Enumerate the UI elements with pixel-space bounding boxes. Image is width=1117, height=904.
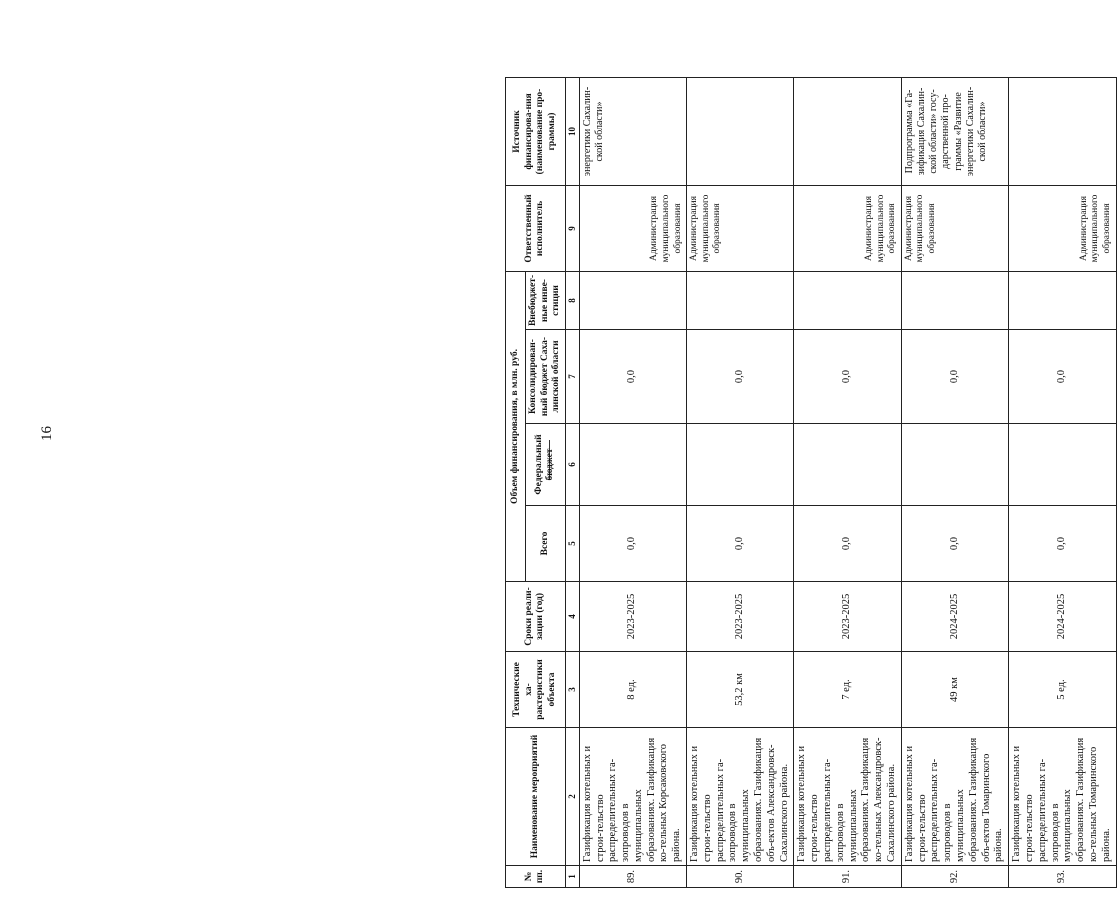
column-number-row: [565, 77, 579, 887]
row-regional: 0,0: [794, 330, 901, 424]
row-federal: [1009, 424, 1116, 506]
row-executor: Администрация муниципального образования: [579, 185, 686, 271]
rotated-table-container: [505, 78, 1112, 888]
row-federal: [901, 424, 1008, 506]
row-tech: 5 ед.: [1009, 652, 1116, 728]
header-executor: Ответственный исполнитель: [506, 185, 566, 271]
table-row: [579, 77, 686, 887]
row-executor: Администрация муниципального образования: [687, 185, 794, 271]
header-source: Источник финансирова-ния (наименование про-граммы): [506, 77, 566, 185]
row-source: [794, 77, 901, 185]
header-funding: Объем финансирования, в млн. руб.: [506, 271, 526, 581]
row-tech: 49 км: [901, 652, 1008, 728]
page-number: 16: [39, 426, 55, 441]
row-name: Газификация котельных и строи-тельство распределительных га-зопроводов в муниципальных образованиях. Газификация ко-тельных Корсаковского района.: [579, 728, 686, 866]
row-number: 90.: [687, 866, 794, 888]
row-period: 2023-2025: [579, 582, 686, 652]
row-source: энергетики Сахалин-ской области»: [579, 77, 686, 185]
row-total: 0,0: [687, 506, 794, 582]
row-federal: [579, 424, 686, 506]
row-offbudget: [1009, 271, 1116, 329]
column-number: 2: [565, 728, 579, 866]
program-table: [505, 77, 1117, 888]
row-total: 0,0: [794, 506, 901, 582]
header-num: № пп.: [506, 866, 566, 888]
row-offbudget: [901, 271, 1008, 329]
row-tech: 7 ед.: [794, 652, 901, 728]
row-executor: Администрация муниципального образования: [794, 185, 901, 271]
row-number: 89.: [579, 866, 686, 888]
row-number: 91.: [794, 866, 901, 888]
row-regional: 0,0: [901, 330, 1008, 424]
table-row: [794, 77, 901, 887]
row-tech: 8 ед.: [579, 652, 686, 728]
row-period: 2023-2025: [794, 582, 901, 652]
column-number: 4: [565, 582, 579, 652]
column-number: 5: [565, 506, 579, 582]
column-number: 6: [565, 424, 579, 506]
row-executor: Администрация муниципального образования: [1009, 185, 1116, 271]
row-name: Газификация котельных и строи-тельство распределительных га-зопроводов в муниципальных образованиях. Газификация ко-тельных Александровск-Сахалинского района.: [794, 728, 901, 866]
row-regional: 0,0: [579, 330, 686, 424]
row-executor: Администрация муниципального образования: [901, 185, 1008, 271]
row-number: 92.: [901, 866, 1008, 888]
row-name: Газификация котельных и строи-тельство распределительных га-зопроводов в муниципальных образованиях. Газификация ко-тельных Томаринского района.: [1009, 728, 1116, 866]
header-federal: Федеральный бюджет: [526, 424, 566, 506]
row-number: 93.: [1009, 866, 1116, 888]
column-number: 7: [565, 330, 579, 424]
row-period: 2024-2025: [1009, 582, 1116, 652]
header-period: Сроки реали-зации (год): [506, 582, 566, 652]
row-period: 2024-2025: [901, 582, 1008, 652]
header-offbudget: Внебюджет-ные инве-стиции: [526, 271, 566, 329]
row-total: 0,0: [579, 506, 686, 582]
column-number: 10: [565, 77, 579, 185]
row-federal: [687, 424, 794, 506]
row-offbudget: [794, 271, 901, 329]
row-tech: 53,2 км: [687, 652, 794, 728]
row-regional: 0,0: [1009, 330, 1116, 424]
row-offbudget: [687, 271, 794, 329]
column-number: 9: [565, 185, 579, 271]
row-total: 0,0: [901, 506, 1008, 582]
table-row: [687, 77, 794, 887]
table-row: [1009, 77, 1116, 887]
table-row: [901, 77, 1008, 887]
header-name: Наименование мероприятий: [506, 728, 566, 866]
row-regional: 0,0: [687, 330, 794, 424]
row-offbudget: [579, 271, 686, 329]
row-name: Газификация котельных и строи-тельство распределительных га-зопроводов в муниципальных образованиях. Газификация объ-ектов Александровск-Сахалинского района.: [687, 728, 794, 866]
row-total: 0,0: [1009, 506, 1116, 582]
row-period: 2023-2025: [687, 582, 794, 652]
header-regional: Консолидирован-ный бюджет Саха-линской области: [526, 330, 566, 424]
row-source: Подпрограмма «Га-зификация Сахалин-ской области» госу-дарственной про-граммы «Развитие энергетики Сахалин-ской области»: [901, 77, 1008, 185]
column-number: 1: [565, 866, 579, 888]
row-federal: [794, 424, 901, 506]
row-source: [1009, 77, 1116, 185]
column-number: 8: [565, 271, 579, 329]
row-name: Газификация котельных и строи-тельство распределительных га-зопроводов в муниципальных образованиях. Газификация объ-ектов Томаринского района.: [901, 728, 1008, 866]
header-tech: Технические ха-рактеристики объекта: [506, 652, 566, 728]
row-source: [687, 77, 794, 185]
header-total: Всего: [526, 506, 566, 582]
column-number: 3: [565, 652, 579, 728]
